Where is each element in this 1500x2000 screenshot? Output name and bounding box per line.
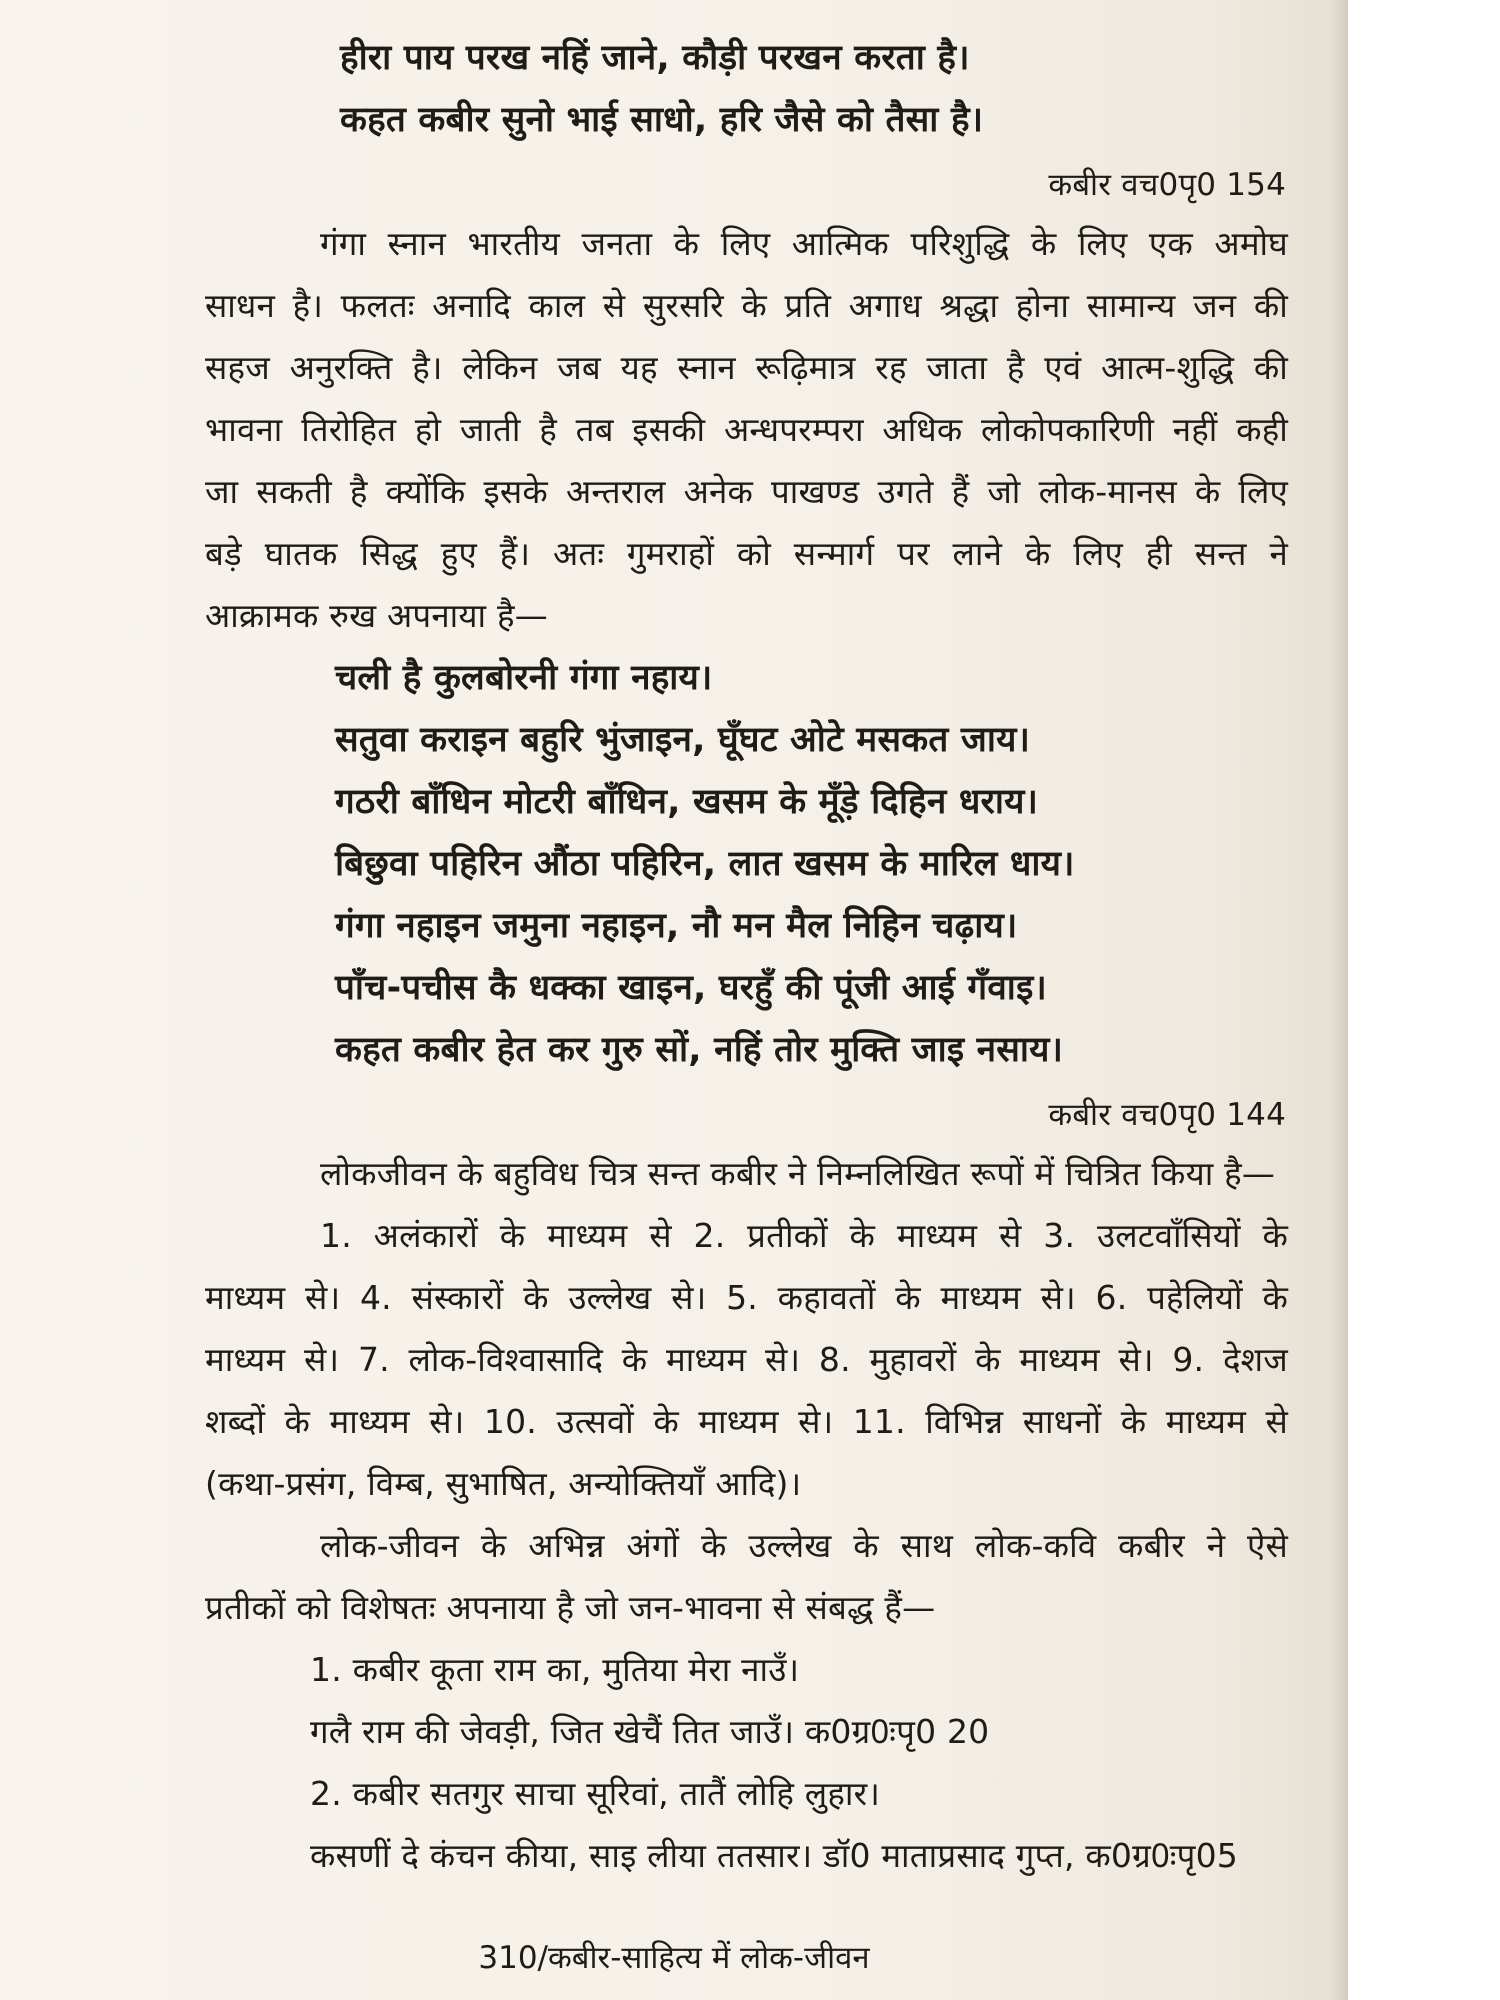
page-gutter-shadow [1330, 0, 1348, 2000]
para2-line-1: लोकजीवन के बहुविध चित्र सन्त कबीर ने निम्नलिखित रूपों में चित्रित किया है— [320, 1154, 1276, 1193]
verse2-line-5: गंगा नहाइन जमुना नहाइन, नौ मन मैल निहिन चढ़ाय। [335, 906, 1018, 946]
para1-line-3: सहज अनुरक्ति है। लेकिन जब यह स्नान रूढ़िमात्र रह जाता है एवं आत्म-शुद्धि की [205, 348, 1288, 387]
quote-line-1: 1. कबीर कूता राम का, मुतिया मेरा नाउँ। [310, 1650, 800, 1689]
para1-line-7: आक्रामक रुख अपनाया है— [205, 596, 548, 635]
page-footer: 310/कबीर-साहित्य में लोक-जीवन [478, 1940, 870, 1976]
para4-line-1: लोक-जीवन के अभिन्न अंगों के उल्लेख के साथ लोक-कवि कबीर ने ऐसे [320, 1526, 1288, 1565]
verse2-line-2: सतुवा कराइन बहुरि भुंजाइन, घूँघट ओटे मसकत जाय। [335, 720, 1031, 760]
para1-line-5: जा सकती है क्योंकि इसके अन्तराल अनेक पाखण्ड उगते हैं जो लोक-मानस के लिए [205, 472, 1288, 511]
quote-line-3: 2. कबीर सतगुर साचा सूरिवां, तातैं लोहि लुहार। [310, 1774, 881, 1813]
reference-citation-1: कबीर वच0पृ0 154 [1048, 167, 1286, 203]
verse2-line-7: कहत कबीर हेत कर गुरु सों, नहिं तोर मुक्ति जाइ नसाय। [335, 1030, 1064, 1070]
para3-line-2: माध्यम से। 4. संस्कारों के उल्लेख से। 5. कहावतों के माध्यम से। 6. पहेलियों के [205, 1278, 1288, 1317]
para4-line-2: प्रतीकों को विशेषतः अपनाया है जो जन-भावना से संबद्ध हैं— [205, 1588, 936, 1627]
para1-line-6: बड़े घातक सिद्ध हुए हैं। अतः गुमराहों को सन्मार्ग पर लाने के लिए ही सन्त ने [205, 534, 1288, 573]
verse2-line-4: बिछुवा पहिरिन औंठा पहिरिन, लात खसम के मारिल धाय। [335, 844, 1075, 884]
para1-line-1: गंगा स्नान भारतीय जनता के लिए आत्मिक परिशुद्धि के लिए एक अमोघ [320, 224, 1288, 263]
para1-line-2: साधन है। फलतः अनादि काल से सुरसरि के प्रति अगाध श्रद्धा होना सामान्य जन की [205, 286, 1288, 325]
reference-citation-2: कबीर वच0पृ0 144 [1048, 1097, 1286, 1133]
verse2-line-6: पाँच-पचीस कै धक्का खाइन, घरहुँ की पूंजी आई गँवाइ। [335, 968, 1047, 1008]
verse2-line-1: चली है कुलबोरनी गंगा नहाय। [335, 658, 713, 698]
quote-line-2: गलै राम की जेवड़ी, जित खेचैं तित जाउँ। क0ग्र0ःपृ0 20 [310, 1712, 990, 1751]
para3-line-5: (कथा-प्रसंग, विम्ब, सुभाषित, अन्योक्तियाँ आदि)। [205, 1464, 802, 1503]
quote-line-4: कसणीं दे कंचन कीया, साइ लीया ततसार। डॉ0 माताप्रसाद गुप्त, क0ग्र0ःपृ05 [310, 1836, 1238, 1875]
para1-line-4: भावना तिरोहित हो जाती है तब इसकी अन्धपरम्परा अधिक लोकोपकारिणी नहीं कही [205, 410, 1288, 449]
para3-line-1: 1. अलंकारों के माध्यम से 2. प्रतीकों के माध्यम से 3. उलटवाँसियों के [320, 1216, 1288, 1255]
verse1-line-2: कहत कबीर सुनो भाई साधो, हरि जैसे को तैसा है। [340, 100, 984, 140]
para3-line-3: माध्यम से। 7. लोक-विश्वासादि के माध्यम से। 8. मुहावरों के माध्यम से। 9. देशज [205, 1340, 1288, 1379]
verse2-line-3: गठरी बाँधिन मोटरी बाँधिन, खसम के मूँड़े दिहिन धराय। [335, 782, 1039, 822]
verse1-line-1: हीरा पाय परख नहिं जाने, कौड़ी परखन करता है। [340, 38, 970, 78]
para3-line-4: शब्दों के माध्यम से। 10. उत्सवों के माध्यम से। 11. विभिन्न साधनों के माध्यम से [205, 1402, 1288, 1441]
